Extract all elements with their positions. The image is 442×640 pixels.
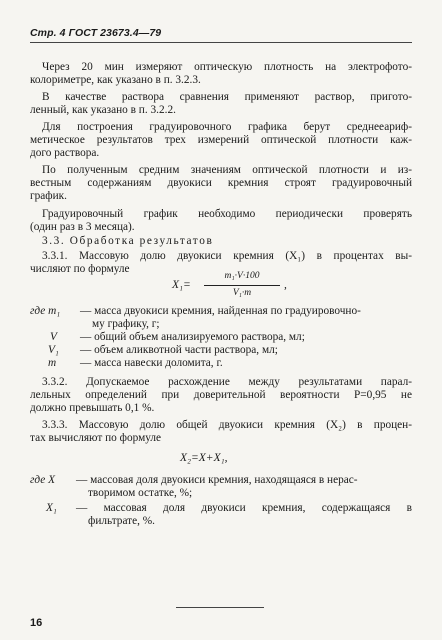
body-line: метическое результатов трех измерений оптической плотности каж- — [30, 134, 412, 146]
body-line: Для построения градуировочного графика берут среднееариф- — [42, 121, 412, 133]
body-line: тах вычисляют по формуле — [30, 432, 162, 444]
formula-tail: , — [284, 279, 287, 291]
where-symbol: где X — [30, 474, 55, 486]
body-line: 3.3.1. Массовую долю двуокиси кремния (X₁) в процентах вы- — [42, 250, 412, 262]
formula-numerator: m₁·V·100 — [224, 271, 260, 281]
running-header: Стр. 4 ГОСТ 23673.4—79 — [30, 27, 162, 39]
where-symbol: V — [50, 331, 57, 343]
body-line: колориметре, как указано в п. 3.2.3. — [30, 74, 201, 86]
where-definition: — объем аликвотной части раствора, мл; — [80, 344, 278, 356]
where-definition: — общий объем анализируемого раствора, мл; — [80, 331, 305, 343]
body-line: должно превышать 0,1 %. — [30, 402, 155, 414]
body-line: ленный, как указано в п. 3.2.2. — [30, 104, 176, 116]
where-symbol: V₁ — [48, 344, 59, 356]
body-line: лельных определений при доверительной вероятности P=0,95 не — [30, 389, 412, 401]
section-heading: 3.3. Обработка результатов — [42, 235, 214, 247]
where-definition: — масса навески доломита, г. — [80, 357, 223, 369]
body-line: Через 20 мин измеряют оптическую плотность на электрофото- — [42, 61, 412, 73]
formula-2: X₂=X+X₁, — [180, 452, 228, 464]
body-line: 3.3.2. Допускаемое расхождение между результатами парал- — [42, 376, 412, 388]
where-definition: фильтрате, %. — [88, 515, 156, 527]
where-definition: — массовая доля двуокиси кремния, находящаяся в нерас- — [76, 474, 358, 486]
where-symbol: m — [48, 357, 57, 369]
header-rule — [30, 42, 412, 43]
where-definition: му графику, г; — [92, 318, 160, 330]
body-line: По полученным средним значениям оптической плотности и из- — [42, 164, 412, 176]
where-definition: творимом остатке, %; — [88, 487, 193, 499]
where-symbol: где m₁ — [30, 305, 61, 317]
formula-denominator: V₁·m — [232, 288, 252, 298]
formula-lhs: X₁= — [172, 279, 191, 291]
where-symbol: X₁ — [46, 502, 57, 514]
body-line: 3.3.3. Массовую долю общей двуокиси кремния (X₂) в процен- — [42, 419, 412, 431]
body-line: вестным содержаниям двуокиси кремния строят градуировочный — [30, 177, 412, 189]
where-definition: — масса двуокиси кремния, найденная по градуировочно- — [80, 305, 361, 317]
body-line: (один раз в 3 месяца). — [30, 221, 135, 233]
page-number: 16 — [30, 617, 43, 629]
where-definition: — массовая доля двуокиси кремния, содержащаяся в — [76, 502, 412, 514]
end-rule — [176, 607, 264, 608]
body-line: Градуировочный график необходимо периодически проверять — [42, 208, 412, 220]
body-line: дого раствора. — [30, 147, 100, 159]
body-line: числяют по формуле — [30, 263, 130, 275]
fraction-bar — [204, 285, 280, 286]
body-line: график. — [30, 190, 67, 202]
body-line: В качестве раствора сравнения применяют раствор, пригото- — [42, 91, 412, 103]
